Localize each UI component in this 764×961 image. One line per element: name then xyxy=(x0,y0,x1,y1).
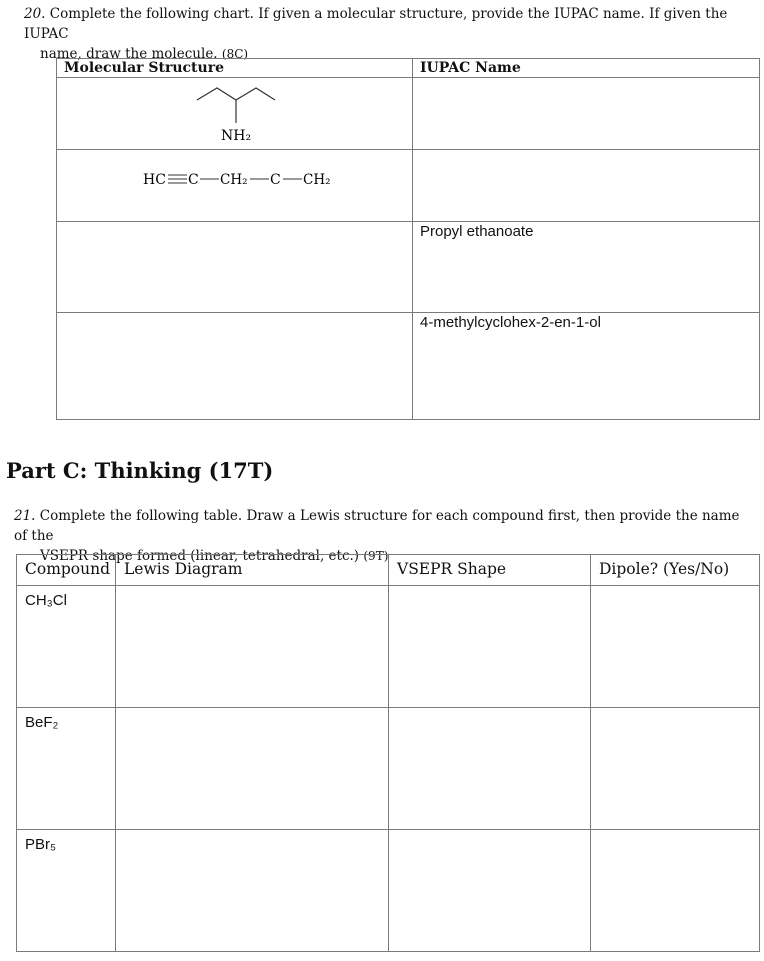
iupac-chart-header-row xyxy=(57,59,760,78)
structure-cell-4 xyxy=(57,313,413,420)
alkyne-atom-3: CH₂ xyxy=(220,172,248,188)
alkyne-atom-4: C xyxy=(270,172,281,188)
header-vsepr-shape: VSEPR Shape xyxy=(389,555,591,586)
question-21-line1 xyxy=(14,506,754,546)
lewis-row-2 xyxy=(17,708,760,830)
question-21-number: 21. xyxy=(14,508,36,524)
part-c-heading: Part C: Thinking (17T) xyxy=(6,458,274,483)
question-20-text-2: name, draw the molecule. xyxy=(40,46,218,62)
question-21-text: Complete the following table. Draw a Lewis structure for each compound first, then provide the name of the xyxy=(14,508,740,544)
question-21-text-2: VSEPR shape formed (linear, tetrahedral, etc.) xyxy=(40,548,360,564)
iupac-cell-2 xyxy=(413,150,760,222)
lewis-vsepr-table xyxy=(16,554,760,952)
question-20-points: (8C) xyxy=(221,47,249,61)
header-iupac-name: IUPAC Name xyxy=(413,59,760,78)
lewis-row-3 xyxy=(17,830,760,952)
lewis-row-1 xyxy=(17,586,760,708)
chart1-row-3 xyxy=(57,222,760,313)
iupac-chart xyxy=(56,58,760,420)
chart1-row-2 xyxy=(57,150,760,222)
compound-cell-3: PBr₅ xyxy=(17,830,116,952)
header-dipole: Dipole? (Yes/No) xyxy=(591,555,760,586)
structure-cell-3 xyxy=(57,222,413,313)
vsepr-cell-2 xyxy=(389,708,591,830)
lewis-cell-1 xyxy=(116,586,389,708)
compound-cell-2: BeF₂ xyxy=(17,708,116,830)
structure-cell-2 xyxy=(57,150,413,222)
compound-cell-1: CH₃Cl xyxy=(17,586,116,708)
chart1-row-4 xyxy=(57,313,760,420)
alkyne-atom-1: HC xyxy=(143,172,166,188)
lewis-table-header-row xyxy=(17,555,760,586)
question-20-line1 xyxy=(24,4,744,44)
dipole-cell-3 xyxy=(591,830,760,952)
iupac-cell-4: 4-methylcyclohex-2-en-1-ol xyxy=(413,313,760,420)
alkyne-atom-2: C xyxy=(188,172,199,188)
dipole-cell-2 xyxy=(591,708,760,830)
alkyne-structure xyxy=(57,150,413,200)
lewis-cell-2 xyxy=(116,708,389,830)
dipole-cell-1 xyxy=(591,586,760,708)
chart1-row-1 xyxy=(57,78,760,150)
amine-structure xyxy=(135,78,335,148)
iupac-cell-3: Propyl ethanoate xyxy=(413,222,760,313)
alkyne-atom-5: CH₂ xyxy=(303,172,331,188)
vsepr-cell-1 xyxy=(389,586,591,708)
question-20 xyxy=(24,4,744,64)
header-lewis-diagram: Lewis Diagram xyxy=(116,555,389,586)
header-molecular-structure: Molecular Structure xyxy=(57,59,413,78)
amine-label: NH₂ xyxy=(220,128,251,144)
question-21-points: (9T) xyxy=(363,549,389,563)
lewis-cell-3 xyxy=(116,830,389,952)
question-20-number: 20. xyxy=(24,6,46,22)
structure-cell-1 xyxy=(57,78,413,150)
iupac-cell-1 xyxy=(413,78,760,150)
carbon-chain-bonds xyxy=(197,88,275,100)
question-20-text: Complete the following chart. If given a molecular structure, provide the IUPAC name. If given the IUPAC xyxy=(24,6,728,42)
header-compound: Compound xyxy=(17,555,116,586)
vsepr-cell-3 xyxy=(389,830,591,952)
